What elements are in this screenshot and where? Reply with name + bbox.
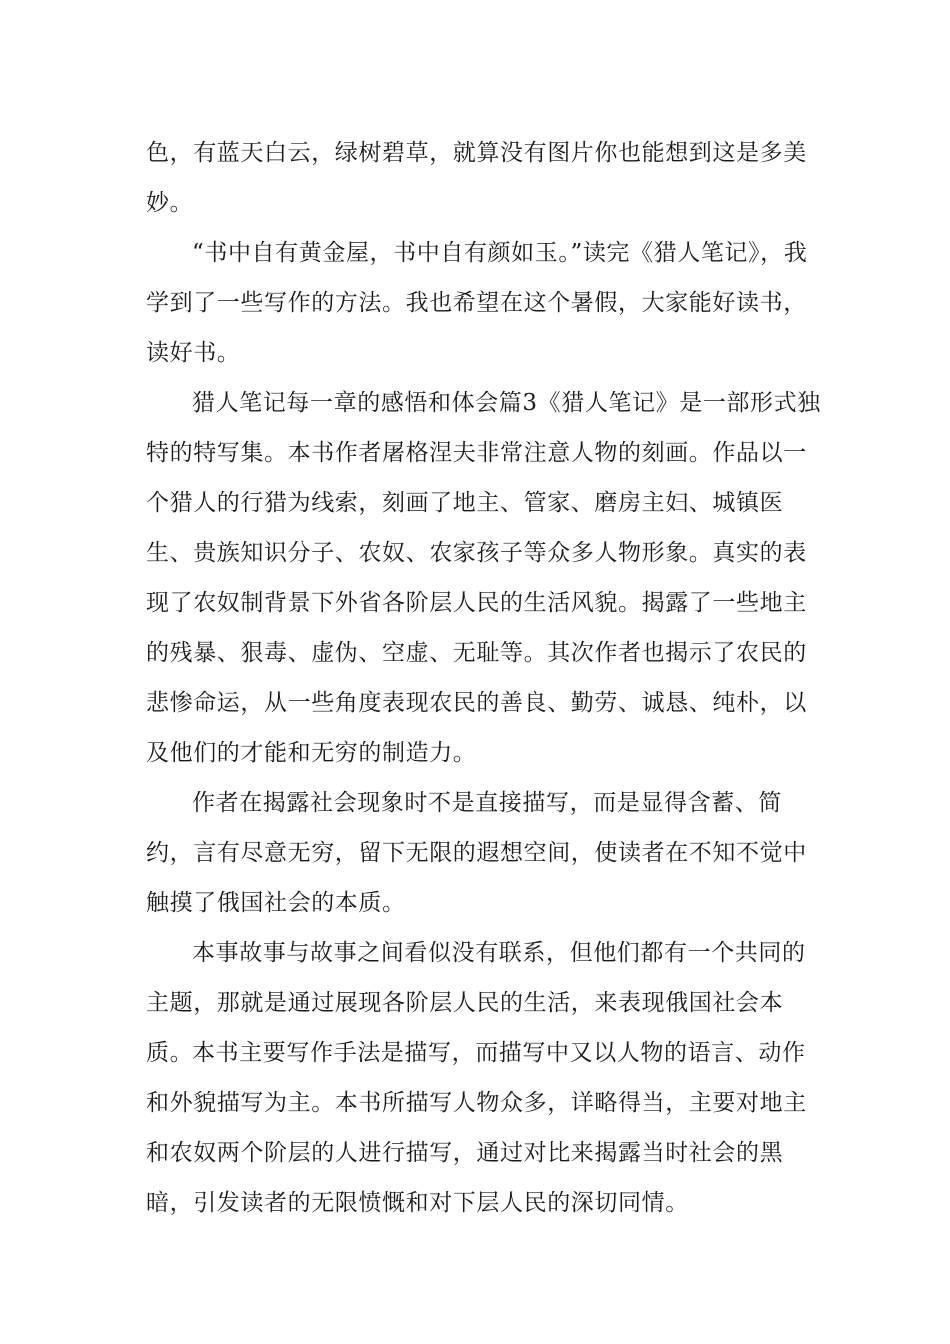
paragraph-theme: 本事故事与故事之间看似没有联系，但他们都有一个共同的主题，那就是通过展现各阶层人民的生活，来表现俄国社会本质。: [146, 940, 806, 1066]
paragraph-essay-3: 猎人笔记每一章的感悟和体会篇3《猎人笔记》是一部形式独特的特写集。本书作者屠格涅夫非常注意人物的刻画。作品以一个猎人的行猎为线索，刻画了地主、管家、磨房主妇、城镇医生、贵族知识分子、农奴、农家孩子等众多人物形象。真实的表现了农奴制背景下外省各阶层人民的生活风貌。揭露了一些地主的残暴、狠毒、虚伪、空虚、无耻等。其次作者也揭示了农民的悲惨命运，从一些角度表现农民的善良、勤劳、诚恳、纯朴，以及他们的才能和无穷的制造力。: [146, 390, 821, 766]
paragraph-quote: “书中自有黄金屋，书中自有颜如玉。”读完《猎人笔记》，我学到了一些写作的方法。我也希望在这个暑假，大家能好读书，读好书。: [146, 240, 808, 366]
paragraph-technique: 作者在揭露社会现象时不是直接描写，而是显得含蓄、简约，言有尽意无穷，留下无限的遐想空间，使读者在不知不觉中触摸了俄国社会的本质。: [146, 790, 807, 916]
paragraph-writing-method: 本书主要写作手法是描写，而描写中又以人物的语言、动作和外貌描写为主。本书所描写人物众多，详略得当，主要对地主和农奴两个阶层的人进行描写，通过对比来揭露当时社会的黑暗，引发读者的无限愤慨和对下层人民的深切同情。: [146, 1040, 807, 1216]
paragraph-continuation: 色，有蓝天白云，绿树碧草，就算没有图片你也能想到这是多美妙。: [146, 140, 807, 216]
